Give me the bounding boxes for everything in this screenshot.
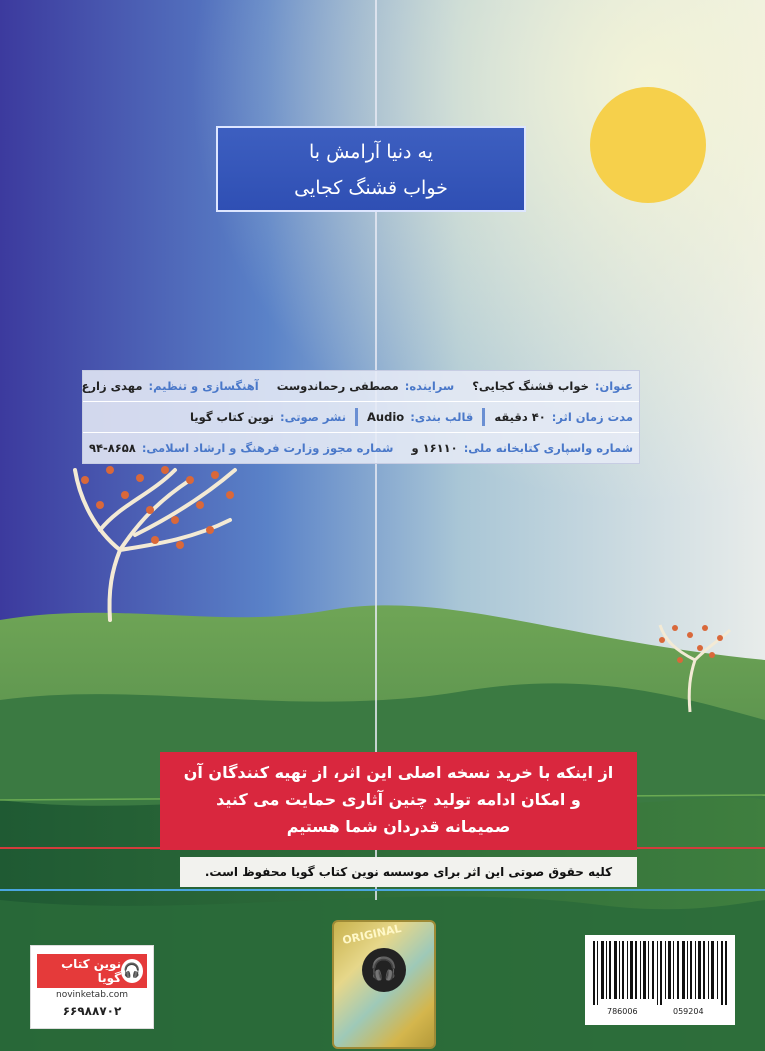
copyright-notice: کلیه حقوق صوتی این اثر برای موسسه نوین کتاب گویا محفوظ است. bbox=[180, 857, 637, 887]
logo-name: نوین کتاب گویا bbox=[61, 957, 122, 985]
barcode bbox=[585, 935, 735, 1025]
title-label: عنوان: bbox=[594, 379, 633, 393]
info-row-license bbox=[83, 433, 639, 463]
poet-label: سراینده: bbox=[404, 379, 455, 393]
cover-title-line1: یه دنیا آرامش با bbox=[308, 141, 434, 163]
composer-label: آهنگسازی و تنظیم: bbox=[148, 379, 259, 393]
library-number-value: ۱۶۱۱۰ و bbox=[411, 441, 458, 455]
publisher-url: novinketab.com bbox=[55, 990, 128, 1000]
publisher-logo bbox=[30, 945, 154, 1029]
barcode-number-right: 059204 bbox=[673, 1007, 704, 1016]
divider bbox=[482, 408, 485, 426]
cover-title-line2: خواب قشنگ کجایی bbox=[294, 177, 448, 199]
thank-you-box bbox=[160, 752, 637, 850]
info-row-format bbox=[83, 402, 639, 433]
publisher-phone: ۶۶۹۸۸۷۰۲ bbox=[62, 1004, 122, 1018]
poet-value: مصطفی رحماندوست bbox=[276, 379, 399, 393]
format-label: قالب بندی: bbox=[410, 410, 474, 424]
license-value: ۹۴-۸۶۵۸ bbox=[88, 441, 136, 455]
original-hologram-sticker bbox=[332, 920, 436, 1049]
publisher-value: نوین کتاب گویا bbox=[189, 410, 274, 424]
barcode-number-left: 786006 bbox=[607, 1007, 638, 1016]
cover-title-box bbox=[216, 126, 526, 212]
barcode-bars bbox=[593, 941, 727, 1005]
headphones-book-icon: 🎧 bbox=[121, 959, 143, 983]
publisher-label: نشر صوتی: bbox=[279, 410, 347, 424]
thank-line1: از اینکه با خرید نسخه اصلی این اثر، از تهیه کنندگان آن bbox=[183, 763, 614, 782]
headphones-icon: 🎧 bbox=[362, 948, 406, 992]
license-label: شماره مجوز وزارت فرهنگ و ارشاد اسلامی: bbox=[141, 441, 394, 455]
format-value: Audio bbox=[367, 410, 405, 424]
library-number-label: شماره واسپاری کتابخانه ملی: bbox=[463, 441, 633, 455]
divider bbox=[355, 408, 358, 426]
sun-shape bbox=[590, 87, 706, 203]
logo-banner bbox=[37, 954, 147, 988]
thank-line3: صمیمانه قدردان شما هستیم bbox=[286, 817, 511, 836]
info-row-title bbox=[83, 371, 639, 402]
title-value: خواب قشنگ کجایی؟ bbox=[472, 379, 589, 393]
info-table bbox=[82, 370, 640, 464]
duration-label: مدت زمان اثر: bbox=[551, 410, 633, 424]
composer-value: مهدی زارع bbox=[81, 379, 143, 393]
duration-value: ۴۰ دقیقه bbox=[494, 410, 546, 424]
thank-line2: و امکان ادامه تولید چنین آثاری حمایت می کنید bbox=[216, 790, 581, 809]
hologram-label: ORIGINAL bbox=[341, 921, 403, 948]
